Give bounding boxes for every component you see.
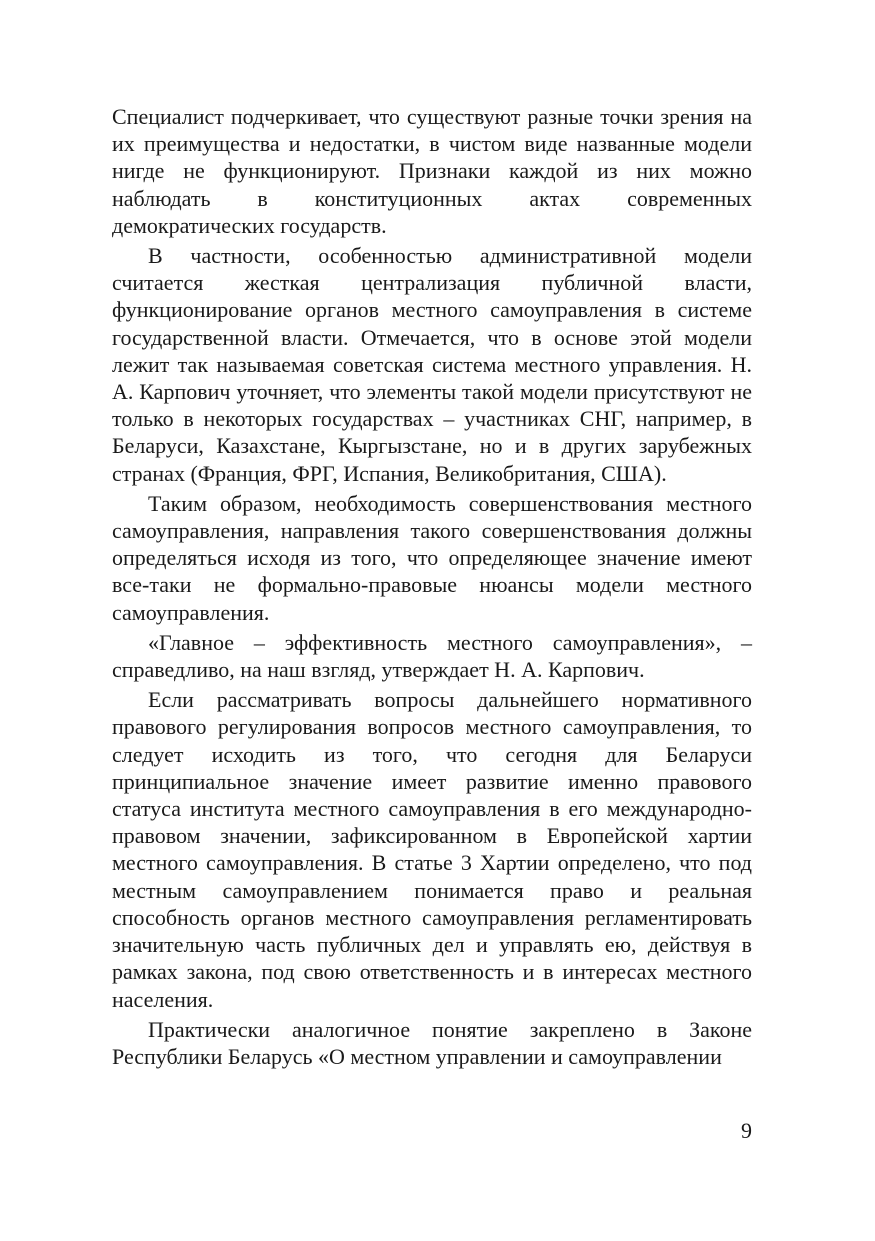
paragraph-1: Специалист подчеркивает, что существуют разные точки зрения на их преимущества и недостатки, в чистом виде названные модели нигде не функционируют. Признаки каждой из них можно наблюдать в конституционных актах современных демократических государств. [112,104,752,238]
paragraph-4: «Главное – эффективность местного самоуправления», – справедливо, на наш взгляд, утверждает Н. А. Карпович. [112,629,752,683]
document-body [112,103,752,1070]
paragraph-6: Практически аналогичное понятие закреплено в Законе Республики Беларусь «О местном управлении и самоуправлении [112,1016,752,1069]
paragraph-2: В частности, особенностью административной модели считается жесткая централизация публичной власти, функционирование органов местного самоуправления в системе государственной власти. Отмечается, что в основе этой модели лежит так называемая советская система местного управления. Н. А. Карпович уточняет, что элементы такой модели присутствуют не только в некоторых государствах – участниках СНГ, например, в Беларуси, Казахстане, Кыргызстане, но и в других зарубежных странах (Франция, ФРГ, Испания, Великобритания, США). [112,243,752,486]
paragraph-3: Таким образом, необходимость совершенствования местного самоуправления, направления такого совершенствования должны определяться исходя из того, что определяющее значение имеют все-таки не формально-правовые нюансы модели местного самоуправления. [112,490,752,625]
paragraph-5: Если рассматривать вопросы дальнейшего нормативного правового регулирования вопросов местного самоуправления, то следует исходить из того, что сегодня для Беларуси принципиальное значение имеет развитие именно правового статуса института местного самоуправления в его международно-правовом значении, зафиксированном в Европейской хартии местного самоуправления. В статье 3 Хартии определено, что под местным самоуправлением понимается право и реальная способность органов местного самоуправления регламентировать значительную часть публичных дел и управлять ею, действуя в рамках закона, под свою ответственность и в интересах местного населения. [112,687,752,1012]
page-number: 9 [741,1118,752,1143]
